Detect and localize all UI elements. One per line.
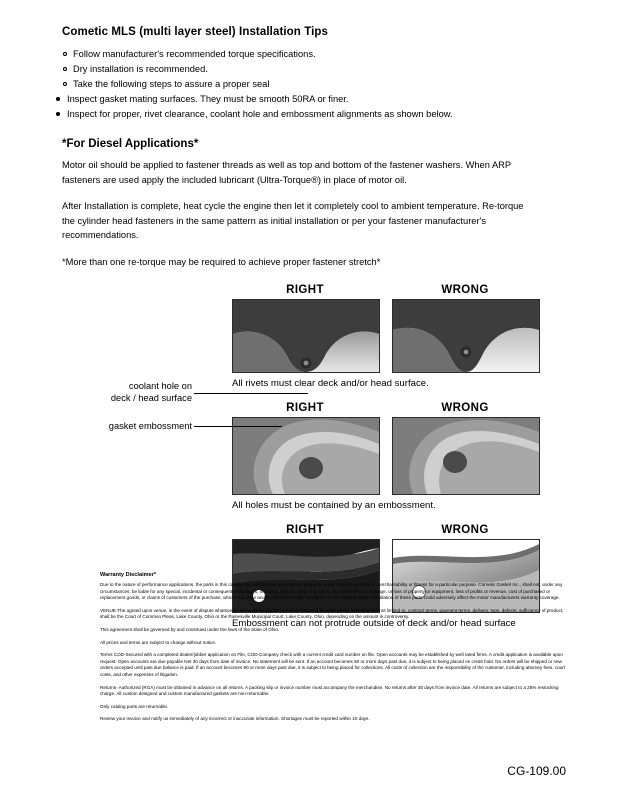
- warranty-paragraph: VENUE-The agreed upon venue, in the event of dispute whatsoever between the parties, whether instituted by either party, including, but not limited to, contract terms, payment terms, delivery, type, defects, sufficiency of product, shall be the Court of Common Pleas, Lake County, Ohio or the Painesville Municipal Court, Lake County, Ohio, depending on the amount in controversy.: [100, 607, 564, 620]
- callout-gasket-embossment-leader: [194, 426, 282, 427]
- figure-image-wrong-holes: [392, 417, 540, 495]
- list-item: Dry installation is recommended.: [62, 62, 574, 77]
- figure-right-holes: [232, 402, 378, 495]
- figure-row-holes: [232, 402, 574, 495]
- list-item: Inspect gasket mating surfaces. They must be smooth 50RA or finer.: [44, 92, 574, 107]
- coolant-hole-wrong-diagram: [393, 418, 539, 494]
- figure-wrong-holes: [392, 402, 538, 495]
- rivet-right-diagram: [233, 300, 379, 372]
- figure-caption-holes: All holes must be contained by an embossment.: [232, 499, 436, 511]
- warranty-disclaimer: [100, 572, 574, 729]
- rivet-wrong-diagram: [393, 300, 539, 372]
- installation-tips-list: [62, 47, 574, 92]
- figure-right-rivets: [232, 284, 378, 373]
- figure-label-wrong: WRONG: [441, 401, 489, 414]
- figure-caption-embossment: Embossment can not protrude outside of deck and/or head surface: [232, 617, 516, 629]
- figure-label-wrong: WRONG: [441, 283, 489, 296]
- warranty-heading: Warranty Disclaimer*: [100, 572, 157, 578]
- figure-image-wrong-rivets: [392, 299, 540, 373]
- warranty-paragraph: This agreement shall be governed by and construed under the laws of the State of Ohio.: [100, 626, 280, 632]
- figure-label-right: RIGHT: [286, 283, 324, 296]
- paragraph-retorque-note: *More than one re-torque may be required to achieve proper fastener stretch*: [62, 256, 381, 267]
- warranty-paragraph: Terms COD-Secured with a completed dealer/jobber application on File, COD-Company check with a current credit card number on file. Open accounts may be established by well rated firms. A credit application is available upon request. Open accounts are due payable Net 30 days from date of invoice. No statement will be sent. If an account becomes 60 or more days past due, it is subject to being placed on credit hold. No orders will be shipped or new orders accepted until past due balance is paid. If an account becomes 90 or more days past due, it is subject to being placed for collections. All costs of collection are the responsibility of the customer, including attorney fees, court costs, and other expenses of litigation.: [100, 652, 565, 677]
- figure-label-wrong: WRONG: [441, 523, 489, 536]
- figure-image-right-holes: [232, 417, 380, 495]
- warranty-paragraph: Due to the nature of performance applications, the parts in this catalog are sold without any express warranty or any implied warranty of merchantability or fitness for a particular purpose. Cometic Gasket Inc., shall not, under any circumstances, be liable for any special, incidental or consequential damages, including, person, party or property, but not limited to, damage, or loss of property or equipment, loss of profits or revenue, cost of purchased or replacement goods, or claims of customers of the purchase, which may arise and/or result from sale, instillation or use of these parts. Installation of these parts could adversely affect the motor manufacturers warranty coverage.: [100, 582, 563, 601]
- list-item: Follow manufacturer's recommended torque specifications.: [62, 47, 574, 62]
- figure-row-rivets: [232, 284, 574, 373]
- paragraph-heat-cycle: After Installation is complete, heat cycle the engine then let it completely cool to ambient temperature. Re-torque the cylinder head fasteners in the same pattern as initial installation or per your fastener manufacturer's recommendations.: [62, 201, 524, 241]
- coolant-hole-right-diagram: [233, 418, 379, 494]
- figure-image-right-rivets: [232, 299, 380, 373]
- installation-sub-list: [44, 92, 574, 121]
- figure-label-right: RIGHT: [286, 523, 324, 536]
- figure-wrong-rivets: [392, 284, 538, 373]
- warranty-paragraph: All prices and terms are subject to change without notice.: [100, 639, 217, 645]
- figure-caption-rivets: All rivets must clear deck and/or head surface.: [232, 377, 429, 389]
- callout-coolant-hole: [52, 380, 192, 405]
- callout-coolant-hole-line1: coolant hole on: [128, 380, 192, 391]
- callout-coolant-hole-line2: deck / head surface: [110, 393, 192, 404]
- callout-gasket-embossment-label: gasket embossment: [108, 420, 192, 431]
- warranty-paragraph: Only catalog parts are returnable.: [100, 703, 169, 709]
- list-item: Take the following steps to assure a proper seal: [62, 77, 574, 92]
- diesel-applications-heading: *For Diesel Applications*: [62, 138, 199, 150]
- callout-coolant-hole-leader: [194, 393, 308, 394]
- warranty-paragraph: Returns- Authorized (RGA) must be obtained in advance on all returns. A packing slip or invoice number must accompany the merchandise. No returns after 30 days from invoice date. All returns are subject to a 25% restocking charge. All custom designed and custom manufactured gaskets are non-returnable.: [100, 684, 559, 697]
- page-title: Cometic MLS (multi layer steel) Installation Tips: [62, 26, 329, 38]
- paragraph-motor-oil: Motor oil should be applied to fastener threads as well as top and bottom of the fastener washers. When ARP fasteners are used apply the included lubricant (Ultra-Torque®) in place of motor oil.: [62, 160, 511, 185]
- figure-label-right: RIGHT: [286, 401, 324, 414]
- list-item: Inspect for proper, rivet clearance, coolant hole and embossment alignments as shown below.: [44, 107, 574, 122]
- callout-gasket-embossment: [52, 420, 192, 433]
- document-code: CG-109.00: [507, 764, 566, 778]
- warranty-paragraph: Review your invoice and notify us immediately of any incorrect or inaccurate information. Shortages must be reported within 10 days.: [100, 716, 370, 722]
